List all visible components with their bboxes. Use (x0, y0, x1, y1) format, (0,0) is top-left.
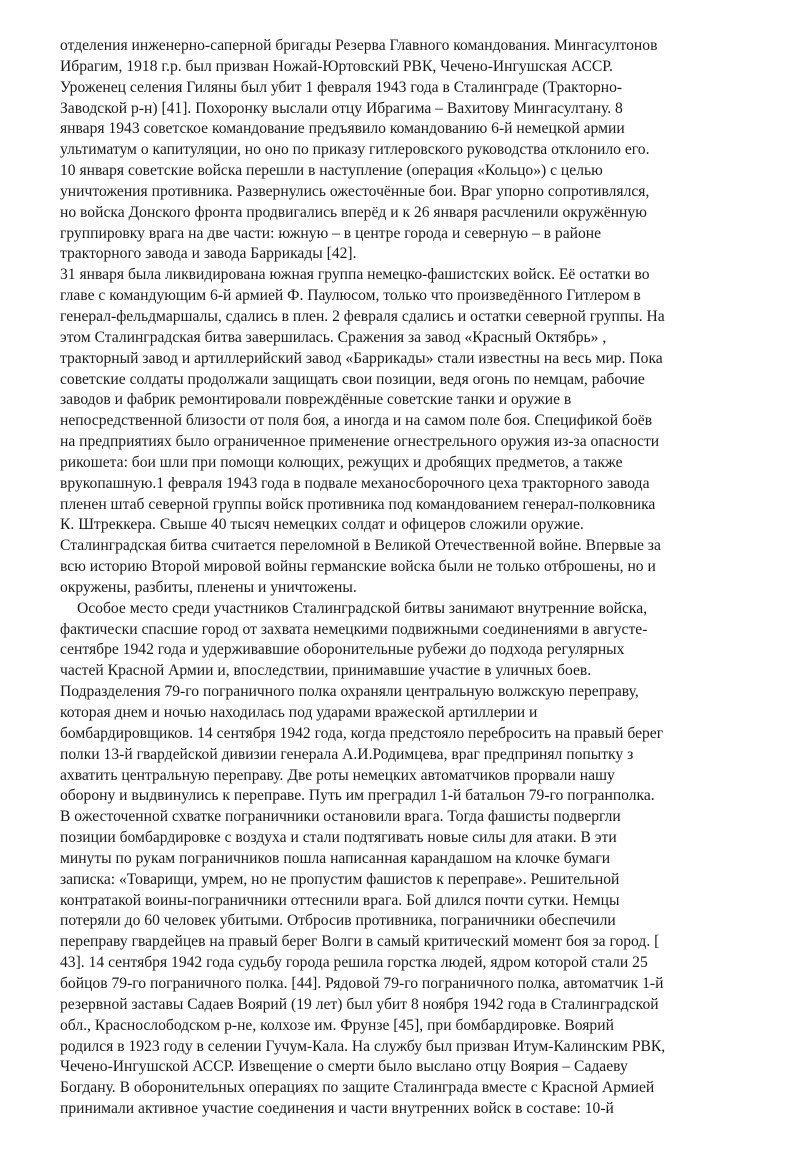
text-line: Ибрагим, 1918 г.р. был призван Ножай-Юртовский РВК, Чечено-Ингушская АССР. (60, 57, 613, 75)
text-line: тракторного завода и завода Баррикады [42]. (60, 245, 357, 263)
text-line: этом Сталинградская битва завершилась. Сражения за завод «Красный Октябрь» , (60, 328, 607, 346)
text-line: потеряли до 60 человек убитыми. Отбросив противника, пограничники обеспечили (60, 912, 616, 930)
text-line: полки 13-й гвардейской дивизии генерала А.И.Родимцева, враг предпринял попытку з (60, 745, 634, 763)
text-line: советские солдаты продолжали защищать свои позиции, ведя огонь по немцам, рабочие (60, 370, 645, 388)
text-line: Особое место среди участников Сталинградской битвы занимают внутренние войска, (77, 599, 648, 617)
text-line: рикошета: бои шли при помощи колющих, режущих и дробящих предметов, а также (60, 453, 623, 471)
text-line: переправу гвардейцев на правый берег Волги в самый критический момент боя за город. [ (60, 933, 660, 951)
text-line: К. Штреккера. Свыше 40 тысяч немецких солдат и офицеров сложили оружие. (60, 516, 584, 534)
text-line: Подразделения 79-го пограничного полка охраняли центральную волжскую переправу, (60, 683, 639, 701)
text-line: группировку врага на две части: южную – в центре города и северную – в районе (60, 224, 602, 242)
text-line: бойцов 79-го пограничного полка. [44]. Рядовой 79-го пограничного полка, автоматчик 1-й (60, 974, 664, 992)
text-line: уничтожения противника. Развернулись ожесточённые бои. Враг упорно сопротивлялся, (60, 182, 650, 200)
text-line: 43]. 14 сентября 1942 года судьбу города решила горстка людей, ядром которой стали 25 (60, 954, 648, 972)
text-line: генерал-фельдмаршалы, сдались в плен. 2 февраля сдались и остатки северной группы. На (60, 307, 665, 325)
text-line: но войска Донского фронта продвигались вперёд и к 26 января расчленили окружённую (60, 203, 647, 221)
text-line: сентябре 1942 года и удерживавшие оборонительные рубежи до подхода регулярных (60, 641, 625, 659)
text-line: на предприятиях было ограниченное применение огнестрельного оружия из-за опасности (60, 433, 660, 451)
text-line: 10 января советские войска перешли в наступление (операция «Кольцо») с целью (60, 162, 603, 180)
document-body (60, 36, 750, 1120)
text-line: резервной заставы Садаев Воярий (19 лет) был убит 8 ноября 1942 года в Сталинградской (60, 995, 659, 1013)
text-line: Сталинградская битва считается переломной в Великой Отечественной войне. Впервые за (60, 537, 661, 555)
document-page (60, 36, 750, 1120)
text-line: В ожесточенной схватке пограничники остановили врага. Тогда фашисты подвергли (60, 808, 621, 826)
text-line: тракторный завод и артиллерийский завод «Баррикады» стали известны на весь мир. Пока (60, 349, 663, 367)
text-line: записка: «Товарищи, умрем, но не пропустим фашистов к переправе». Решительной (60, 870, 620, 888)
text-line: 31 января была ликвидирована южная группа немецко-фашистских войск. Её остатки во (60, 266, 650, 284)
text-line: непосредственной близости от поля боя, а иногда и на самом поле боя. Спецификой боёв (60, 412, 653, 430)
text-line: ахватить центральную переправу. Две роты немецких автоматчиков прорвали нашу (60, 766, 615, 784)
text-line: принимали активное участие соединения и части внутренних войск в составе: 10-й (60, 1100, 614, 1118)
text-line: января 1943 советское командование предъявило командованию 6-й немецкой армии (60, 120, 625, 138)
text-line: родился в 1923 году в селении Гучум-Кала. На службу был призван Итум-Калинским РВК, (60, 1037, 666, 1055)
text-line: пленен штаб северной группы войск противника под командованием генерал-полковника (60, 495, 656, 513)
text-line: Уроженец селения Гиляны был убит 1 февраля 1943 года в Сталинграде (Тракторно- (60, 78, 623, 96)
text-line: врукопашную.1 февраля 1943 года в подвале механосборочного цеха тракторного завода (60, 474, 650, 492)
text-line: бомбардировщиков. 14 сентября 1942 года, когда предстояло перебросить на правый берег (60, 724, 664, 742)
text-line: фактически спасшие город от захвата немецкими подвижными соединениями в августе- (60, 620, 648, 638)
text-line: заводов и фабрик ремонтировали повреждённые советские танки и оружие в (60, 391, 572, 409)
text-line: Заводской р-н) [41]. Похоронку выслали отцу Ибрагима – Вахитову Мингасултану. 8 (60, 99, 623, 117)
text-line: оборону и выдвинулись к переправе. Путь им преградил 1-й батальон 79-го погранполка. (60, 787, 655, 805)
text-line: Богдану. В оборонительных операциях по защите Сталинграда вместе с Красной Армией (60, 1079, 655, 1097)
text-line: частей Красной Армии и, впоследствии, принимавшие участие в уличных боев. (60, 662, 592, 680)
text-line: отделения инженерно-саперной бригады Резерва Главного командования. Мингасултонов (60, 37, 658, 54)
text-line: окружены, разбиты, пленены и уничтожены. (60, 578, 357, 596)
text-line: всю историю Второй мировой войны германские войска были не только отброшены, но и (60, 558, 656, 576)
text-line: минуты по рукам пограничников пошла написанная карандашом на клочке бумаги (60, 849, 611, 867)
text-line: Чечено-Ингушской АССР. Извещение о смерти было выслано отцу Воярия – Садаеву (60, 1058, 628, 1076)
text-line: главе с командующим 6-й армией Ф. Паулюсом, только что произведённого Гитлером в (60, 287, 641, 305)
text-line: контратакой воины-пограничники оттеснили врага. Бой длился почти сутки. Немцы (60, 891, 620, 909)
text-line: позиции бомбардировке с воздуха и стали подтягивать новые силы для атаки. В эти (60, 829, 617, 847)
text-line: ультиматум о капитуляции, но оно по приказу гитлеровского руководства отклонило его. (60, 141, 650, 159)
text-line: обл., Краснослободском р-не, колхозе им. Фрунзе [45], при бомбардировке. Воярий (60, 1016, 614, 1034)
text-line: которая днем и ночью находилась под ударами вражеской артиллерии и (60, 704, 538, 721)
